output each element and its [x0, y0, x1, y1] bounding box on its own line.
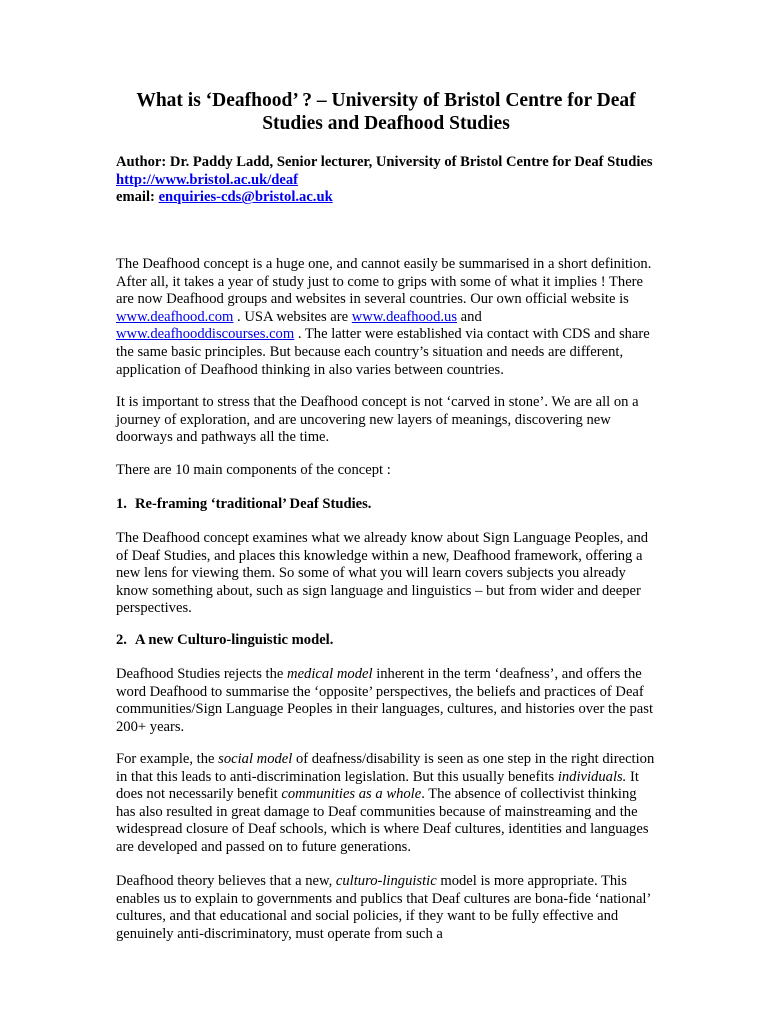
intro-paragraph — [116, 256, 656, 379]
email-link[interactable]: enquiries-cds@bristol.ac.uk — [158, 189, 333, 206]
section-2-paragraph-2 — [116, 751, 656, 857]
s2p2-text-d: . The absence of collectivist thinking has also resulted in great damage to Deaf communities because of mainstreaming and the widespread closure of Deaf schools, which is where Deaf cultures, identities and languages are developed and passed on to future generations. — [116, 786, 649, 855]
s2p2-emphasis-1: social model — [218, 751, 293, 767]
intro-text-d: . The latter were established via contact with CDS and share the same basic principles. But because each country’s situation and needs are different, application of Deafhood thinking in also varies between countries. — [116, 326, 650, 378]
section-2-paragraph-1 — [116, 666, 656, 736]
deafhooddiscourses-link[interactable]: www.deafhooddiscourses.com — [116, 326, 295, 343]
s2p1-text-b: inherent in the term ‘deafness’, and offers the word Deafhood to summarise the ‘opposite’ perspectives, the beliefs and practices of Deaf communities/Sign Language Peoples in their languages, cultures, and histories over the past 200+ years. — [116, 666, 654, 735]
section-2-number: 2. — [116, 632, 127, 648]
s2p1-emphasis: medical model — [287, 666, 373, 682]
email-label: email: — [116, 189, 155, 206]
s2p3-text-a: Deafhood theory believes that a new, — [116, 873, 336, 889]
s2p1-text-a: Deafhood Studies rejects the — [116, 666, 288, 682]
s2p2-text-a: For example, the — [116, 751, 219, 767]
author-line: Author: Dr. Paddy Ladd, Senior lecturer, University of Bristol Centre for Deaf Studies — [116, 154, 653, 170]
s2p2-text-b: of deafness/disability is seen as one step in the right direction in that this leads to anti-discrimination legislation. But this usually benefits — [116, 751, 655, 785]
section-1-number: 1. — [116, 496, 127, 512]
s2p2-text-c: It does not necessarily benefit — [116, 768, 639, 803]
section-2-heading — [116, 632, 656, 650]
author-block — [116, 154, 656, 207]
stress-paragraph: It is important to stress that the Deafhood concept is not ‘carved in stone’. We are all on a journey of exploration, and are uncovering new layers of meanings, discovering new doorways and pathways all the time. — [116, 394, 639, 446]
deafhood-com-link[interactable]: www.deafhood.com — [116, 308, 234, 325]
s2p2-emphasis-3: communities as a whole — [281, 786, 422, 803]
intro-text-b: . USA websites are — [233, 308, 352, 325]
s2p3-text-b: model is more appropriate. This enables us to explain to governments and publics that Deaf cultures are bona-fide ‘national’ cultures, and that educational and social policies, if they want to be fully effective and genuinely anti-discriminatory, must operate from such a — [116, 873, 651, 942]
section-2-title: A new Culturo-linguistic model. — [135, 632, 334, 648]
deafhood-us-link[interactable]: www.deafhood.us — [351, 308, 458, 325]
components-paragraph: There are 10 main components of the concept : — [116, 462, 391, 478]
section-2-paragraph-3 — [116, 873, 656, 943]
page-title: What is ‘Deafhood’ ? – University of Bristol Centre for Deaf Studies and Deafhood Studies — [136, 90, 636, 134]
intro-text-a: The Deafhood concept is a huge one, and cannot easily be summarised in a short definition. After all, it takes a year of study just to come to grips with some of what it implies ! There are now Deafhood groups and websites in several countries. Our own official website is — [116, 256, 652, 308]
s2p2-emphasis-2: individuals. — [557, 768, 627, 785]
intro-text-c: and — [457, 308, 482, 325]
s2p3-emphasis: culturo-linguistic — [335, 873, 437, 889]
section-1-body: The Deafhood concept examines what we already know about Sign Language Peoples, and of Deaf Studies, and places this knowledge within a new, Deafhood framework, offering a new lens for viewing them. So some of what you will learn covers subjects you already know something about, such as sign language and linguistics – but from wider and deeper perspectives. — [116, 530, 649, 617]
bristol-deaf-link[interactable]: http://www.bristol.ac.uk/deaf — [116, 171, 299, 188]
section-1-title: Re-framing ‘traditional’ Deaf Studies. — [135, 496, 372, 512]
section-1-heading — [116, 496, 656, 514]
